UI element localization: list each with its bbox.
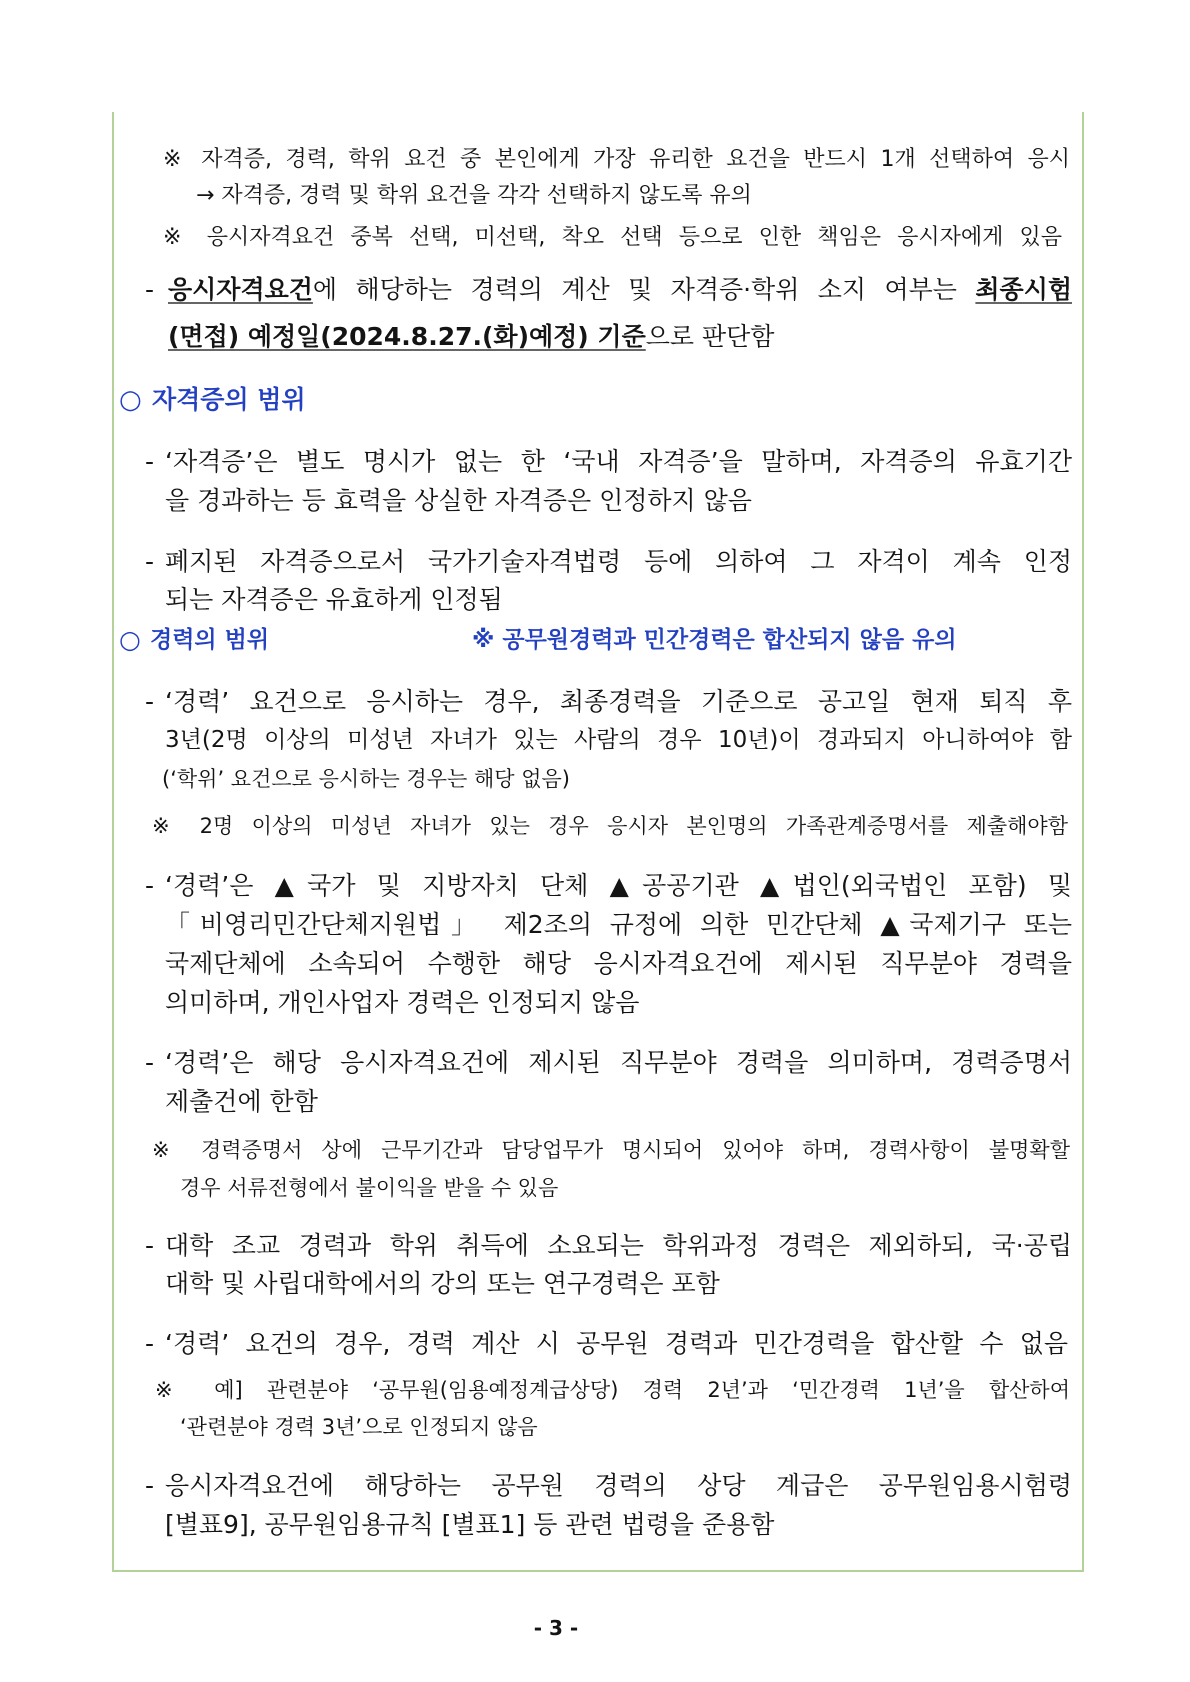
judgement-rule-line [168, 319, 774, 355]
list-item-line: ‘경력’ 요건의 경우, 경력 계산 시 공무원 경력과 민간경력을 합산할 수 없음 [165, 1329, 1068, 1358]
list-item-line: 되는 자격증은 유효하게 인정됨 [165, 585, 503, 614]
bullet-dash: - [145, 447, 155, 476]
bullet-dash: - [145, 547, 155, 576]
note-line: ※ 자격증, 경력, 학위 요건 중 본인에게 가장 유리한 요건을 반드시 1개 선택하여 응시 [163, 147, 1070, 172]
list-item-line: ‘경력’은 해당 응시자격요건에 제시된 직무분야 경력을 의미하며, 경력증명서 [165, 1048, 1072, 1077]
list-item-line: 대학 조교 경력과 학위 취득에 소요되는 학위과정 경력은 제외하되, 국·공립 [165, 1231, 1072, 1260]
bullet-dash: - [145, 1048, 155, 1077]
note-line: ※ 예] 관련분야 ‘공무원(임용예정계급상당) 경력 2년’과 ‘민간경력 1년’을 합산하여 [155, 1378, 1070, 1402]
bullet-dash: - [145, 275, 155, 304]
list-item-line: ‘경력’ 요건으로 응시하는 경우, 최종경력을 기준으로 공고일 현재 퇴직 후 [165, 687, 1072, 716]
bullet-dash: - [145, 1231, 155, 1260]
rule-text: 에 해당하는 경력의 계산 및 자격증·학위 소지 여부는 [312, 275, 976, 304]
bullet-dash: - [145, 1329, 155, 1358]
term-highlight: 응시자격요건 [168, 275, 313, 304]
list-item-line: 을 경과하는 등 효력을 상실한 자격증은 인정하지 않음 [165, 486, 752, 515]
rule-text: 으로 판단함 [645, 322, 775, 351]
list-item-line: 국제단체에 소속되어 수행한 해당 응시자격요건에 제시된 직무분야 경력을 [165, 949, 1072, 978]
list-item-line: 폐지된 자격증으로서 국가기술자격법령 등에 의하여 그 자격이 계속 인정 [165, 547, 1072, 576]
bullet-dash: - [145, 687, 155, 716]
list-item-line: 「비영리민간단체지원법」 제2조의 규정에 의한 민간단체 ▲국제기구 또는 [165, 910, 1072, 939]
list-item-line: 대학 및 사립대학에서의 강의 또는 연구경력은 포함 [165, 1269, 720, 1298]
section-title: 자격증의 범위 [152, 385, 306, 414]
note-line: ※ 응시자격요건 중복 선택, 미선택, 착오 선택 등으로 인한 책임은 응시자에게 있음 [163, 225, 1062, 250]
bullet-dash: - [145, 1471, 155, 1500]
note-line: ※ 2명 이상의 미성년 자녀가 있는 경우 응시자 본인명의 가족관계증명서를 제출해야함 [152, 814, 1068, 838]
section-warning: ※ 공무원경력과 민간경력은 합산되지 않음 유의 [472, 627, 957, 653]
note-line: ※ 경력증명서 상에 근무기간과 담당업무가 명시되어 있어야 하며, 경력사항이 불명확할 [152, 1138, 1070, 1162]
note-line: ‘관련분야 경력 3년’으로 인정되지 않음 [180, 1415, 538, 1439]
bullet-dash: - [145, 871, 155, 900]
list-item-line: 의미하며, 개인사업자 경력은 인정되지 않음 [165, 988, 640, 1017]
list-item-line: 제출건에 한함 [165, 1087, 318, 1116]
deadline-highlight: (면접) 예정일(2024.8.27.(화)예정) 기준 [168, 322, 646, 351]
list-item-line: ‘자격증’은 별도 명시가 없는 한 ‘국내 자격증’을 말하며, 자격증의 유효기간 [165, 447, 1072, 476]
note-line: → 자격증, 경력 및 학위 요건을 각각 선택하지 않도록 유의 [196, 183, 752, 208]
list-item-line: 3년(2명 이상의 미성년 자녀가 있는 사람의 경우 10년)이 경과되지 아니하여야 함 [165, 727, 1072, 753]
judgement-rule-line [168, 272, 1072, 308]
section-circle-marker: ○ [119, 625, 141, 654]
deadline-highlight: 최종시험 [975, 275, 1072, 304]
note-line: 경우 서류전형에서 불이익을 받을 수 있음 [180, 1176, 559, 1200]
list-item-line: [별표9], 공무원임용규칙 [별표1] 등 관련 법령을 준용함 [165, 1510, 775, 1539]
list-item-line: 응시자격요건에 해당하는 공무원 경력의 상당 계급은 공무원임용시험령 [165, 1471, 1072, 1500]
list-item-line: (‘학위’ 요건으로 응시하는 경우는 해당 없음) [162, 767, 570, 791]
section-circle-marker: ○ [119, 385, 142, 415]
section-title: 경력의 범위 [150, 627, 270, 653]
page-number: - 3 - [533, 1616, 579, 1640]
list-item-line: ‘경력’은 ▲국가 및 지방자치 단체 ▲공공기관 ▲법인(외국법인 포함) 및 [165, 871, 1072, 900]
